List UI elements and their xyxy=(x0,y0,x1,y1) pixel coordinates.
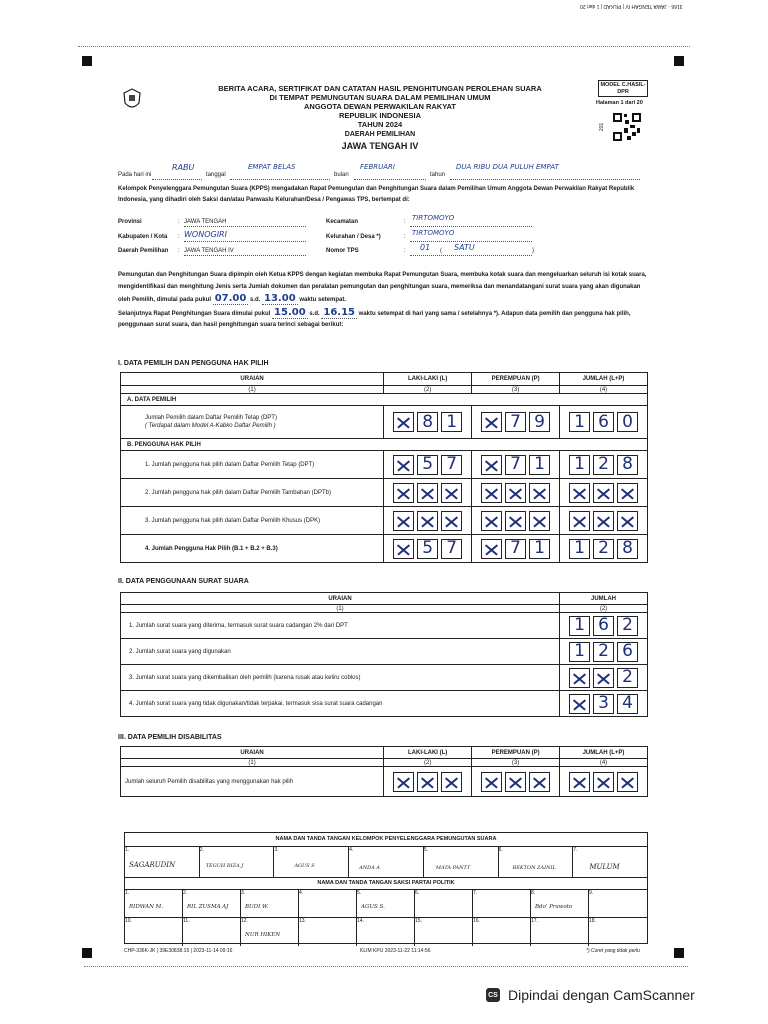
crossed-digit-box xyxy=(481,539,502,559)
saksi-number: 7. xyxy=(473,890,478,896)
crossed-digit-box xyxy=(529,772,550,792)
tahun-value: DUA RIBU DUA PULUH EMPAT xyxy=(456,163,559,171)
crossed-digit-box xyxy=(529,511,550,531)
saksi-signature xyxy=(125,890,183,918)
digit-box: 7 xyxy=(505,455,526,475)
dpt-label-cell: Jumlah Pemilih dalam Daftar Pemilih Tetap (DPT) ( Terdapat dalam Model A-Kabko Daftar Pemilih ) xyxy=(121,406,384,439)
crossed-digit-box xyxy=(569,511,590,531)
row-label: 2. Jumlah surat suara yang digunakan xyxy=(121,639,560,665)
dpt-jumlah xyxy=(560,406,648,439)
digit-box-group xyxy=(472,455,559,475)
provinsi-label: Provinsi xyxy=(118,219,142,225)
saksi-number: 4. xyxy=(299,890,304,896)
saksi-number: 2. xyxy=(183,890,188,896)
table-row xyxy=(121,451,648,479)
saksi-signature xyxy=(357,918,415,946)
tps-label: Nomor TPS xyxy=(326,248,359,254)
row-label: Jumlah seluruh Pemilih disabilitas yang menggunakan hak pilih xyxy=(121,767,384,797)
document-title: BERITA ACARA, SERTIFIKAT DAN CATATAN HASIL PENGHITUNGAN PEROLEHAN SUARA DI TEMPAT PEMUNGUTAN SUARA DALAM PEMILIHAN UMUM ANGGOTA DEWAN PERWAKILAN RAKYAT REPUBLIK INDONESIA TAHUN 2024 xyxy=(218,84,542,129)
digit-box: 4 xyxy=(617,694,638,714)
saksi-signature xyxy=(415,918,473,946)
digit-box: 2 xyxy=(617,616,638,636)
crossed-digit-box xyxy=(393,539,414,559)
col-jumlah: JUMLAH (L+P) xyxy=(560,747,648,759)
digit-box-group xyxy=(560,539,647,559)
digit-box: 7 xyxy=(505,412,526,432)
saksi-number: 10. xyxy=(125,918,132,924)
corner-mark xyxy=(674,56,684,66)
row-label: 1. Jumlah surat suara yang diterima, termasuk surat suara cadangan 2% dari DPT xyxy=(121,613,560,639)
digit-box: 1 xyxy=(569,616,590,636)
saksi-signature xyxy=(357,890,415,918)
col-index: (2) xyxy=(384,386,472,394)
digit-box-group xyxy=(384,483,471,503)
digit-box-group xyxy=(560,772,647,792)
crossed-digit-box xyxy=(393,455,414,475)
subsection-a: A. DATA PEMILIH xyxy=(121,394,648,406)
digit-box: 7 xyxy=(441,539,462,559)
digit-box: 1 xyxy=(529,455,550,475)
dotted-line xyxy=(354,172,426,180)
digit-box: 0 xyxy=(617,412,638,432)
col-uraian: URAIAN xyxy=(121,593,560,605)
saksi-signature xyxy=(241,890,299,918)
crossed-digit-box xyxy=(441,483,462,503)
saksi-name: BUDI W. xyxy=(245,904,269,910)
digit-box: 1 xyxy=(529,539,550,559)
saksi-number: 13. xyxy=(299,918,306,924)
digit-box: 5 xyxy=(417,455,438,475)
crossed-digit-box xyxy=(569,772,590,792)
table-row xyxy=(121,639,648,665)
saksi-name: NUR HIKEN xyxy=(245,932,281,938)
saksi-signature xyxy=(589,890,647,918)
kabupaten-value: WONOGIRI xyxy=(184,230,227,239)
saksi-signature xyxy=(241,918,299,946)
crossed-digit-box xyxy=(481,483,502,503)
digit-box-group xyxy=(560,694,647,714)
saksi-number: 16. xyxy=(473,918,480,924)
saksi-number: 18. xyxy=(589,918,596,924)
crossed-digit-box xyxy=(393,483,414,503)
saksi-signature xyxy=(531,918,589,946)
digit-box-group xyxy=(472,511,559,531)
col-index: (1) xyxy=(121,605,560,613)
bulan-label: bulan xyxy=(334,172,349,178)
digit-box-group xyxy=(472,539,559,559)
crossed-digit-box xyxy=(393,511,414,531)
start-time-2: 15.00 xyxy=(274,306,306,318)
saksi-signature xyxy=(473,918,531,946)
saksi-name: Bdo' Prawoto xyxy=(535,904,573,910)
saksi-number: 17. xyxy=(531,918,538,924)
digit-box-group xyxy=(384,772,471,792)
saksi-signature xyxy=(473,890,531,918)
table-row xyxy=(121,613,648,639)
digit-box: 1 xyxy=(569,455,590,475)
row-label: 3. Jumlah surat suara yang dikembalikan oleh pemilih (karena rusak atau keliru coblos) xyxy=(121,665,560,691)
col-uraian: URAIAN xyxy=(121,747,384,759)
digit-box: 3 xyxy=(593,694,614,714)
top-strip: 3166 · JAWA TENGAH IV | PILKAD | 1 dari 20 xyxy=(580,3,683,9)
crossed-digit-box xyxy=(617,483,638,503)
signature-block xyxy=(124,832,648,944)
top-dotted-line xyxy=(78,46,690,47)
crossed-digit-box xyxy=(505,483,526,503)
saksi-number: 8. xyxy=(531,890,536,896)
crossed-digit-box xyxy=(593,511,614,531)
section1-table xyxy=(120,372,648,563)
saksi-signature xyxy=(589,918,647,946)
crossed-digit-box xyxy=(393,772,414,792)
table-row xyxy=(121,479,648,507)
dapil-value: JAWA TENGAH IV xyxy=(184,248,234,254)
saksi-number: 15. xyxy=(415,918,422,924)
end-time-1: 13.00 xyxy=(264,293,296,304)
kecamatan-value: TIRTOMOYO xyxy=(412,214,455,222)
crossed-digit-box xyxy=(505,511,526,531)
col-laki: LAKI-LAKI (L) xyxy=(384,373,472,386)
bottom-dotted-line xyxy=(84,966,688,967)
footer-mid: KLIM KPU 2023-11-22 11:14:56 xyxy=(360,948,431,954)
qr-code-icon xyxy=(612,112,642,142)
kelurahan-label: Kelurahan / Desa *) xyxy=(326,234,381,240)
digit-box: 1 xyxy=(569,642,590,662)
saksi-signature xyxy=(125,918,183,946)
col-jumlah: JUMLAH (L+P) xyxy=(560,373,648,386)
crossed-digit-box xyxy=(529,483,550,503)
date-prefix: Pada hari ini xyxy=(118,172,152,178)
digit-box-group xyxy=(472,772,559,792)
section1-title: I. DATA PEMILIH DAN PENGGUNA HAK PILIH xyxy=(118,360,269,367)
col-perempuan: PEREMPUAN (P) xyxy=(472,747,560,759)
crossed-digit-box xyxy=(481,511,502,531)
qr-number: 201 xyxy=(599,122,606,132)
provinsi-value: JAWA TENGAH xyxy=(184,219,227,225)
digit-box: 5 xyxy=(417,539,438,559)
saksi-number: 11. xyxy=(183,918,190,924)
tps-number: 01 xyxy=(420,243,431,252)
tahun-label: tahun xyxy=(430,172,446,178)
digit-box: 6 xyxy=(617,642,638,662)
table-row xyxy=(121,507,648,535)
digit-box: 7 xyxy=(505,539,526,559)
dapil-heading-value: JAWA TENGAH IV xyxy=(341,141,419,151)
col-jumlah: JUMLAH xyxy=(560,593,648,605)
kelurahan-value: TIRTOMOYO xyxy=(412,229,455,237)
crossed-digit-box xyxy=(505,772,526,792)
col-index: (4) xyxy=(560,759,648,767)
procedure-paragraph: Pemungutan dan Penghitungan Suara dipimpin oleh Ketua KPPS dengan kegiatan membuka Rapat Pemungutan Suara, membuka kotak suara dan mengeluarkan seluruh isi kotak suara, mengidentifikasi dan menghitung Jenis serta Jumlah dokumen dan peralatan pemungutan dan penghitungan suara, memeriksa dan menandatangani surat suara yang akan digunakan oleh Pemilih, dimulai pada pukul 07.00 s.d. 13.00 waktu setempat. Selanjutnya Rapat Penghitungan Suara dimulai pukul 15.00 s.d. 16.15 waktu setempat di hari yang sama / setelahnya *). Adapun data pemilih dan pengguna hak pilih, penggunaan surat suara, dan hasil penghitungan suara terinci sebagai berikut: xyxy=(118,272,647,328)
table-row xyxy=(121,665,648,691)
kpps-title: NAMA DAN TANDA TANGAN KELOMPOK PENYELENGGARA PEMUNGUTAN SUARA xyxy=(125,833,647,847)
camscanner-logo-icon: CS xyxy=(486,988,500,1002)
digit-box-group xyxy=(560,455,647,475)
saksi-number: 12. xyxy=(241,918,248,924)
section2-table xyxy=(120,592,648,717)
digit-box: 2 xyxy=(617,668,638,688)
table-row xyxy=(121,535,648,563)
dpt-perempuan xyxy=(472,406,560,439)
table-row xyxy=(121,691,648,717)
digit-box: 6 xyxy=(593,412,614,432)
saksi-number: 14. xyxy=(357,918,364,924)
crossed-digit-box xyxy=(617,511,638,531)
digit-box: 1 xyxy=(569,539,590,559)
saksi-number: 6. xyxy=(415,890,420,896)
intro-paragraph: Kelompok Penyelenggara Pemungutan Suara (KPPS) mengadakan Rapat Pemungutan dan Penghitungan Suara dalam Pemilihan Umum Anggota Dewan Perwakilan Rakyat Republik Indonesia, yang dihadiri oleh Saksi dan/atau Panwaslu Kelurahan/Desa / Pengawas TPS, bertempat di: xyxy=(118,186,635,203)
digit-box-group xyxy=(384,412,471,432)
corner-mark xyxy=(82,56,92,66)
digit-box: 2 xyxy=(593,455,614,475)
saksi-signature xyxy=(299,890,357,918)
dotted-line xyxy=(230,172,330,180)
crossed-digit-box xyxy=(569,668,590,688)
col-index: (1) xyxy=(121,759,384,767)
row-label: 3. Jumlah pengguna hak pilih dalam Daftar Pemilih Khusus (DPK) xyxy=(121,507,384,535)
crossed-digit-box xyxy=(417,772,438,792)
digit-box: 2 xyxy=(593,642,614,662)
bulan-value: FEBRUARI xyxy=(360,163,395,171)
tanggal-label: tanggal xyxy=(206,172,226,178)
row-label: 2. Jumlah pengguna hak pilih dalam Daftar Pemilih Tambahan (DPTb) xyxy=(121,479,384,507)
col-laki: LAKI-LAKI (L) xyxy=(384,747,472,759)
page-label: Halaman 1 dari 20 xyxy=(596,100,643,106)
crossed-digit-box xyxy=(569,483,590,503)
crossed-digit-box xyxy=(417,483,438,503)
col-index: (3) xyxy=(472,386,560,394)
end-time-2: 16.15 xyxy=(323,306,355,318)
kpu-logo xyxy=(122,88,142,112)
saksi-name: AGUS S. xyxy=(361,904,385,910)
saksi-title: NAMA DAN TANDA TANGAN SAKSI PARTAI POLITIK xyxy=(125,878,647,890)
crossed-digit-box xyxy=(441,772,462,792)
crossed-digit-box xyxy=(393,412,414,432)
dotted-line xyxy=(152,172,202,180)
saksi-signature xyxy=(531,890,589,918)
crossed-digit-box xyxy=(569,694,590,714)
digit-box: 6 xyxy=(593,616,614,636)
digit-box-group xyxy=(560,642,647,662)
kabupaten-label: Kabupaten / Kota xyxy=(118,234,168,240)
day-value: RABU xyxy=(172,163,195,172)
digit-box-group xyxy=(384,455,471,475)
digit-box-group xyxy=(560,668,647,688)
table-row xyxy=(121,767,648,797)
kpps-signature: 2. TEGUH RIZA J xyxy=(200,847,275,877)
digit-box-group xyxy=(472,412,559,432)
dpt-laki xyxy=(384,406,472,439)
crossed-digit-box xyxy=(481,772,502,792)
digit-box: 9 xyxy=(529,412,550,432)
crossed-digit-box xyxy=(617,772,638,792)
col-index: (2) xyxy=(560,605,648,613)
digit-box: 8 xyxy=(617,539,638,559)
saksi-number: 9. xyxy=(589,890,594,896)
crossed-digit-box xyxy=(593,483,614,503)
section2-title: II. DATA PENGGUNAAN SURAT SUARA xyxy=(118,578,249,585)
col-perempuan: PEREMPUAN (P) xyxy=(472,373,560,386)
crossed-digit-box xyxy=(593,668,614,688)
digit-box: 8 xyxy=(417,412,438,432)
digit-box-group xyxy=(384,539,471,559)
saksi-name: RIL ZUSMA AJ xyxy=(187,904,229,910)
row-label: 4. Jumlah Pengguna Hak Pilih (B.1 + B.2 + B.3) xyxy=(121,535,384,563)
kpps-row xyxy=(125,847,647,878)
digit-box: 2 xyxy=(593,539,614,559)
digit-box-group xyxy=(560,483,647,503)
col-index: (2) xyxy=(384,759,472,767)
digit-box: 1 xyxy=(441,412,462,432)
digit-box: 8 xyxy=(617,455,638,475)
tps-words: SATU xyxy=(454,243,475,252)
kecamatan-label: Kecamatan xyxy=(326,219,359,225)
digit-box: 7 xyxy=(441,455,462,475)
dapil-heading-label: DAERAH PEMILIHAN xyxy=(344,131,416,138)
row-label: 1. Jumlah pengguna hak pilih dalam Daftar Pemilih Tetap (DPT) xyxy=(121,451,384,479)
crossed-digit-box xyxy=(593,772,614,792)
digit-box-group xyxy=(560,616,647,636)
digit-box-group xyxy=(560,511,647,531)
saksi-signature xyxy=(183,890,241,918)
crossed-digit-box xyxy=(481,455,502,475)
col-uraian: URAIAN xyxy=(121,373,384,386)
crossed-digit-box xyxy=(441,511,462,531)
footer-left: CHP-336K-JK | 39E30838.15 | 2023-11-14 09:16 xyxy=(124,948,233,954)
saksi-number: 1. xyxy=(125,890,130,896)
subsection-b: B. PENGGUNA HAK PILIH xyxy=(121,439,648,451)
col-index: (3) xyxy=(472,759,560,767)
dotted-line xyxy=(450,172,640,180)
section3-table xyxy=(120,746,648,797)
saksi-signature xyxy=(299,918,357,946)
camscanner-text: Dipindai dengan CamScanner xyxy=(508,987,695,1003)
digit-box-group xyxy=(384,511,471,531)
section3-title: III. DATA PEMILIH DISABILITAS xyxy=(118,734,222,741)
kpps-signature: 6. BEKTON ZAINIL xyxy=(499,847,574,877)
saksi-name: RIDWAN M. xyxy=(129,904,164,910)
col-index: (4) xyxy=(560,386,648,394)
model-box: MODEL C.HASIL-DPR xyxy=(598,80,648,97)
crossed-digit-box xyxy=(417,511,438,531)
kpps-signature: 7. MULUM xyxy=(573,847,620,871)
crossed-digit-box xyxy=(481,412,502,432)
saksi-grid xyxy=(125,890,647,946)
saksi-number: 3. xyxy=(241,890,246,896)
row-label: 4. Jumlah surat suara yang tidak digunakan/tidak terpakai, termasuk sisa surat suara cadangan xyxy=(121,691,560,717)
digit-box-group xyxy=(472,483,559,503)
kpps-signature: 5. MATA PANTT xyxy=(424,847,499,877)
start-time-1: 07.00 xyxy=(214,293,247,304)
col-index: (1) xyxy=(121,386,384,394)
kpps-signature: 4. ANDA A xyxy=(349,847,424,877)
digit-box-group xyxy=(560,412,647,432)
kpps-signature: 1. SAGARUDIN xyxy=(125,847,200,877)
footnote: *) Coret yang tidak perlu xyxy=(586,948,640,954)
tanggal-value: EMPAT BELAS xyxy=(248,163,296,171)
kpps-signature: 3. AGUS S xyxy=(274,847,349,877)
digit-box: 1 xyxy=(569,412,590,432)
dapil-label: Daerah Pemilihan xyxy=(118,248,169,254)
saksi-signature xyxy=(183,918,241,946)
saksi-signature xyxy=(415,890,473,918)
corner-mark xyxy=(674,948,684,958)
saksi-number: 5. xyxy=(357,890,362,896)
corner-mark xyxy=(82,948,92,958)
